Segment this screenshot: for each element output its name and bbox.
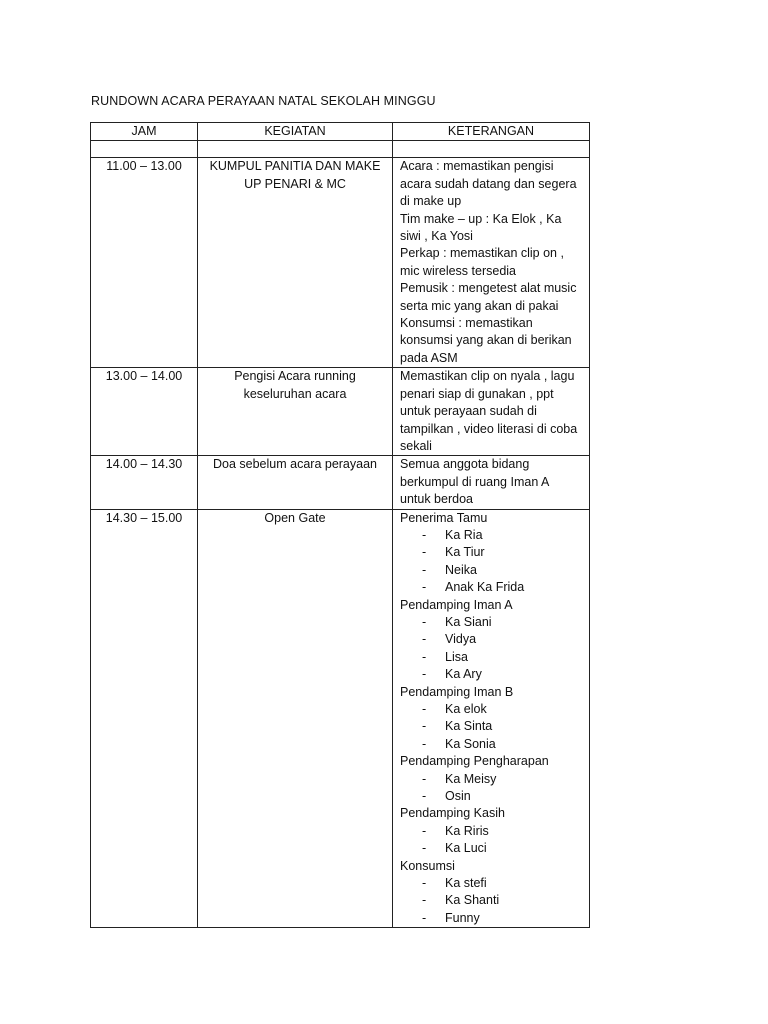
kegiatan-cell: Open Gate (198, 509, 393, 928)
group-title: Konsumsi (400, 858, 455, 873)
list-item-label: Osin (445, 789, 471, 804)
list-item-label: Ka elok (445, 702, 487, 716)
table-row (91, 456, 590, 509)
jam-cell: 13.00 – 14.00 (91, 368, 198, 456)
empty-cell (198, 141, 393, 158)
rundown-table (90, 122, 590, 928)
header-keterangan: KETERANGAN (393, 123, 590, 141)
list-item (400, 527, 582, 544)
header-jam: JAM (91, 123, 198, 141)
list-item (400, 562, 582, 579)
kegiatan-cell: Pengisi Acara running keseluruhan acara (198, 368, 393, 456)
document-title: RUNDOWN ACARA PERAYAAN NATAL SEKOLAH MINGGU (91, 94, 436, 108)
kegiatan-cell: Doa sebelum acara perayaan (198, 456, 393, 509)
keterangan-cell (393, 368, 590, 456)
list-dash: - (422, 771, 427, 786)
table-row-open-gate (91, 509, 590, 928)
list-dash: - (422, 632, 427, 647)
list-item-label: Ka Ary (445, 667, 482, 682)
keterangan-cell (393, 509, 590, 928)
keterangan-line: Acara : memastikan pengisi acara sudah datang dan segera di make up (400, 159, 577, 209)
list-dash: - (422, 841, 427, 856)
list-dash: - (422, 614, 427, 629)
list-item (400, 892, 582, 909)
list-item (400, 875, 582, 892)
empty-cell (393, 141, 590, 158)
group-title: Penerima Tamu (400, 510, 488, 525)
list-dash: - (422, 893, 427, 908)
list-dash: - (422, 736, 427, 751)
list-item-label: Neika (445, 562, 477, 577)
list-item-label: Lisa (445, 649, 468, 664)
list-dash: - (422, 702, 427, 716)
list-dash: - (422, 876, 427, 891)
list-item (400, 788, 582, 805)
list-dash: - (422, 527, 427, 542)
list-item (400, 910, 582, 927)
list-item-label: Ka Sinta (445, 719, 493, 734)
list-item (400, 736, 582, 753)
table-row (91, 158, 590, 368)
list-item (400, 666, 582, 683)
list-item-label: Vidya (445, 632, 477, 647)
list-item-label: Ka Ria (445, 527, 483, 542)
kegiatan-cell: KUMPUL PANITIA DAN MAKE UP PENARI & MC (198, 158, 393, 368)
list-item (400, 544, 582, 561)
empty-row (91, 141, 590, 158)
keterangan-line: Semua anggota bidang berkumpul di ruang Iman A untuk berdoa (400, 457, 549, 507)
keterangan-line: Memastikan clip on nyala , lagu penari siap di gunakan , ppt untuk perayaan sudah di tampilkan , video literasi di coba sekali (400, 369, 578, 453)
list-item (400, 579, 582, 596)
list-item-label: Ka Tiur (445, 545, 485, 560)
group-title: Pendamping Iman B (400, 684, 514, 699)
list-item-label: Ka stefi (445, 876, 487, 891)
empty-cell (91, 141, 198, 158)
list-item (400, 649, 582, 666)
list-item-label: Ka Meisy (445, 771, 497, 786)
list-dash: - (422, 667, 427, 682)
keterangan-line: Tim make – up : Ka Elok , Ka siwi , Ka Yosi (400, 211, 562, 244)
keterangan-line: Perkap : memastikan clip on , mic wireless tersedia (400, 246, 564, 278)
group-title: Pendamping Iman A (400, 597, 513, 612)
list-dash: - (422, 580, 427, 595)
group-title: Pendamping Kasih (400, 806, 505, 821)
list-item (400, 631, 582, 648)
keterangan-cell (393, 456, 590, 509)
list-dash: - (422, 823, 427, 838)
list-item (400, 718, 582, 735)
list-item-label: Funny (445, 910, 480, 925)
header-row (91, 123, 590, 141)
list-dash: - (422, 562, 427, 577)
header-kegiatan: KEGIATAN (198, 123, 393, 141)
list-item-label: Anak Ka Frida (445, 580, 525, 595)
list-item (400, 701, 582, 718)
keterangan-line: Pemusik : mengetest alat music serta mic yang akan di pakai (400, 281, 577, 313)
table-row (91, 368, 590, 456)
list-item-label: Ka Luci (445, 841, 487, 856)
list-dash: - (422, 719, 427, 734)
jam-cell: 11.00 – 13.00 (91, 158, 198, 368)
list-item (400, 823, 582, 840)
keterangan-cell (393, 158, 590, 368)
list-dash: - (422, 910, 427, 925)
list-item (400, 771, 582, 788)
list-item (400, 614, 582, 631)
keterangan-line: Konsumsi : memastikan konsumsi yang akan di berikan pada ASM (400, 316, 572, 365)
list-dash: - (422, 649, 427, 664)
group-title: Pendamping Pengharapan (400, 754, 549, 769)
list-item-label: Ka Sonia (445, 736, 496, 751)
list-item-label: Ka Siani (445, 614, 492, 629)
list-item (400, 840, 582, 857)
list-item-label: Ka Shanti (445, 893, 500, 908)
list-dash: - (422, 789, 427, 804)
list-item-label: Ka Riris (445, 823, 489, 838)
jam-cell: 14.30 – 15.00 (91, 509, 198, 928)
jam-cell: 14.00 – 14.30 (91, 456, 198, 509)
list-dash: - (422, 545, 427, 560)
